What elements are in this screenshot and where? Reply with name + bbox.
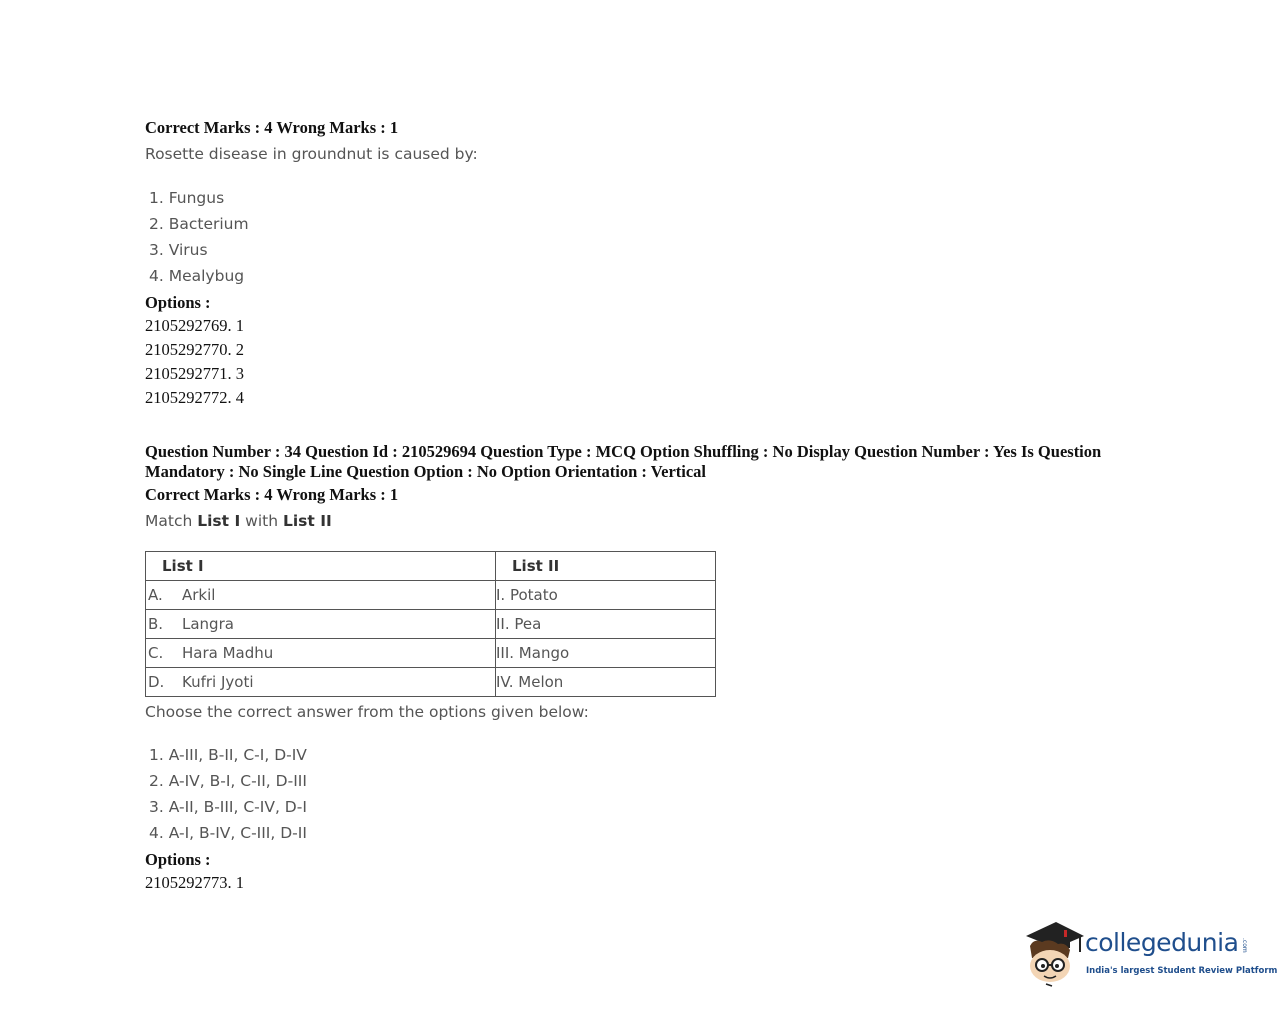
list-item: 1. Fungus bbox=[149, 189, 225, 207]
question-prefix: Match bbox=[145, 512, 198, 530]
row-letter: C. bbox=[148, 644, 164, 662]
table-cell-item bbox=[146, 610, 496, 639]
table-cell-item bbox=[146, 639, 496, 668]
question-mid: with bbox=[240, 512, 283, 530]
list-item: 2. A-IV, B-I, C-II, D-III bbox=[149, 772, 307, 790]
table-header-list1: List I bbox=[146, 552, 496, 581]
list-item: 3. Virus bbox=[149, 241, 208, 259]
match-table bbox=[145, 551, 716, 697]
option-id: 2105292769. 1 bbox=[145, 316, 244, 335]
row-letter: D. bbox=[148, 673, 165, 691]
list-item: 3. A-II, B-III, C-IV, D-I bbox=[149, 798, 307, 816]
table-row bbox=[146, 581, 716, 610]
row-item: Langra bbox=[182, 615, 234, 633]
row-item: Hara Madhu bbox=[182, 644, 274, 662]
q2-choice-list bbox=[149, 742, 307, 846]
q2-options-label: Options : bbox=[145, 850, 211, 869]
table-cell-item bbox=[146, 581, 496, 610]
logo-tagline: India's largest Student Review Platform bbox=[1086, 966, 1278, 976]
logo-domain-suffix: .com bbox=[1241, 938, 1248, 953]
list-item: 4. A-I, B-IV, C-III, D-II bbox=[149, 824, 307, 842]
q2-meta-line1: Question Number : 34 Question Id : 210529694 Question Type : MCQ Option Shuffling : No Display Question Number : Yes Is Question bbox=[145, 442, 1102, 461]
option-id: 2105292773. 1 bbox=[145, 873, 244, 892]
q2-marks: Correct Marks : 4 Wrong Marks : 1 bbox=[145, 485, 399, 504]
table-cell-match: II. Pea bbox=[496, 610, 716, 639]
question-list1: List I bbox=[197, 512, 241, 530]
q2-option-ids bbox=[145, 871, 244, 895]
table-header-list2: List II bbox=[496, 552, 716, 581]
q1-option-ids bbox=[145, 314, 244, 410]
option-id: 2105292771. 3 bbox=[145, 364, 244, 383]
collegedunia-logo bbox=[1022, 918, 1278, 988]
table-row bbox=[146, 610, 716, 639]
q1-options-label: Options : bbox=[145, 293, 211, 312]
q1-question: Rosette disease in groundnut is caused by: bbox=[145, 145, 478, 163]
table-row bbox=[146, 639, 716, 668]
table-row bbox=[146, 668, 716, 697]
q2-instruction: Choose the correct answer from the options given below: bbox=[145, 703, 589, 721]
q2-meta bbox=[145, 442, 1101, 482]
mascot-icon bbox=[1022, 918, 1084, 988]
row-item: Kufri Jyoti bbox=[182, 673, 254, 691]
table-cell-item bbox=[146, 668, 496, 697]
q1-marks: Correct Marks : 4 Wrong Marks : 1 bbox=[145, 118, 399, 137]
table-header-row bbox=[146, 552, 716, 581]
logo-wordmark: collegedunia bbox=[1085, 928, 1239, 957]
table-cell-match: I. Potato bbox=[496, 581, 716, 610]
list-item: 1. A-III, B-II, C-I, D-IV bbox=[149, 746, 307, 764]
list-item: 4. Mealybug bbox=[149, 267, 245, 285]
q2-question bbox=[145, 512, 332, 530]
table-cell-match: III. Mango bbox=[496, 639, 716, 668]
q2-meta-line2: Mandatory : No Single Line Question Option : No Option Orientation : Vertical bbox=[145, 462, 707, 481]
table-cell-match: IV. Melon bbox=[496, 668, 716, 697]
row-letter: A. bbox=[148, 586, 163, 604]
option-id: 2105292772. 4 bbox=[145, 388, 244, 407]
list-item: 2. Bacterium bbox=[149, 215, 249, 233]
row-item: Arkil bbox=[182, 586, 216, 604]
q1-choice-list bbox=[149, 185, 249, 289]
option-id: 2105292770. 2 bbox=[145, 340, 244, 359]
question-list2: List II bbox=[282, 512, 332, 530]
row-letter: B. bbox=[148, 615, 164, 633]
